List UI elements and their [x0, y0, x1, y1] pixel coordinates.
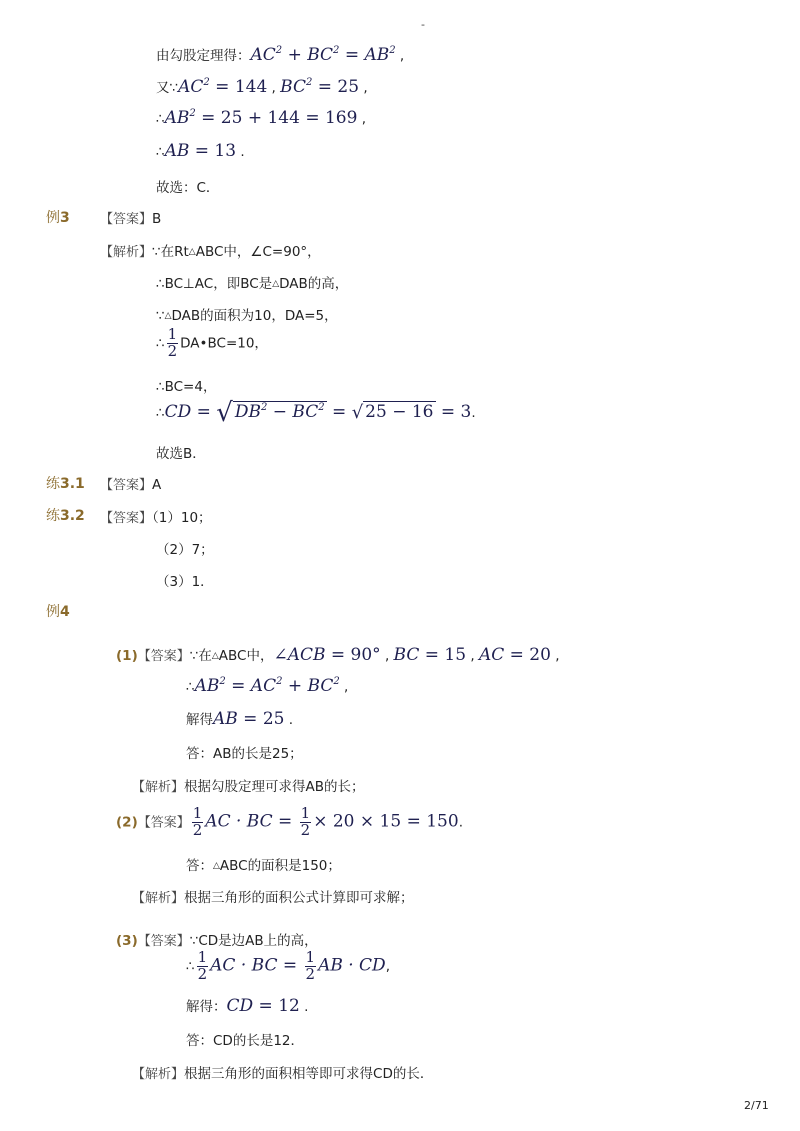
p31-label: 练3.1	[46, 476, 85, 492]
ex2-line-3: $\therefore AB^2 = 25 + 144 = 169$ ,	[156, 108, 367, 128]
ex4-p1-line-2: $\therefore AB^2 = AC^2 + BC^2$ ,	[186, 676, 349, 696]
ex4-p3-line-2: ∴ $\frac{1}{2}$ AC · BC = $\frac{1}{2}$ AB · CD,	[186, 948, 390, 983]
ex4-p2-line-1: (2)【答案】 $\frac{1}{2}$ AC · BC = $\frac{1}{2}$ × 20 × 15 = 150.	[116, 804, 463, 839]
ex4-p2-analysis: 【解析】根据三角形的面积公式计算即可求解；	[132, 890, 414, 906]
ex3-analysis-line-1: 【解析】∵在Rt△ABC中，∠C=90°，	[100, 244, 321, 260]
ex3-line-4: ∴ $\frac{1}{2}$ DA•BC=10，	[156, 325, 268, 360]
ex4-p3-line-4: 答：CD的长是12．	[186, 1033, 304, 1049]
ex3-answer: 【答案】B	[100, 211, 162, 227]
ex2-line-1: 由勾股定理得：$AC^2 + BC^2 = AB^2$ ,	[156, 45, 405, 65]
ex4-p3-line-1: (3)【答案】∵CD是边AB上的高，	[116, 933, 318, 949]
ex3-label: 例3	[46, 210, 70, 226]
p31-answer: 【答案】A	[100, 477, 162, 493]
ex4-p3-analysis: 【解析】根据三角形的面积相等即可求得CD的长．	[132, 1066, 434, 1082]
triangle-icon: △	[188, 247, 196, 257]
triangle-icon: △	[164, 311, 172, 321]
p32-answer-2: （2）7；	[156, 542, 214, 558]
ex4-p1-analysis: 【解析】根据勾股定理可求得AB的长；	[132, 779, 365, 795]
ex4-p1-line-1: (1)【答案】∵在△ABC中，∠ACB = 90° , BC = 15 , AC = 20 ,	[116, 645, 560, 665]
ex2-line-2: 又$\because AC^2 = 144$ , $BC^2 = 25$ ,	[156, 77, 368, 97]
triangle-icon: △	[272, 279, 280, 289]
ex4-p1-line-4: 答：AB的长是25；	[186, 746, 303, 762]
ex4-p3-line-3: 解得：CD = 12 .	[186, 996, 309, 1016]
p32-answer-1: 【答案】（1）10；	[100, 510, 212, 526]
ex4-label: 例4	[46, 604, 70, 620]
page-number: 2/71	[744, 1099, 769, 1112]
ex4-p1-line-3: 解得AB = 25 .	[186, 709, 294, 729]
fraction-half: $\frac{1}{2}$	[167, 325, 178, 360]
ex3-line-5: ∴BC=4，	[156, 379, 217, 395]
ex4-p2-line-2: 答：△ABC的面积是150；	[186, 858, 341, 874]
p32-label: 练3.2	[46, 508, 85, 524]
triangle-icon: △	[211, 651, 219, 661]
triangle-icon: △	[213, 861, 220, 871]
ex3-line-6: ∴CD = √ $DB^2 - BC^2$ = √ 25 − 16 = 3.	[156, 398, 476, 428]
ex2-line-4: ∴AB = 13 .	[156, 141, 245, 161]
ex3-line-2: ∴BC⊥AC，即BC是△DAB的高，	[156, 276, 349, 292]
ex3-line-3: ∵△DAB的面积为10，DA=5，	[156, 308, 338, 324]
p32-answer-3: （3）1．	[156, 574, 214, 590]
ex3-line-7: 故选B．	[156, 446, 206, 462]
header-mark: -	[421, 18, 425, 31]
ex2-line-5: 故选：C．	[156, 180, 220, 196]
